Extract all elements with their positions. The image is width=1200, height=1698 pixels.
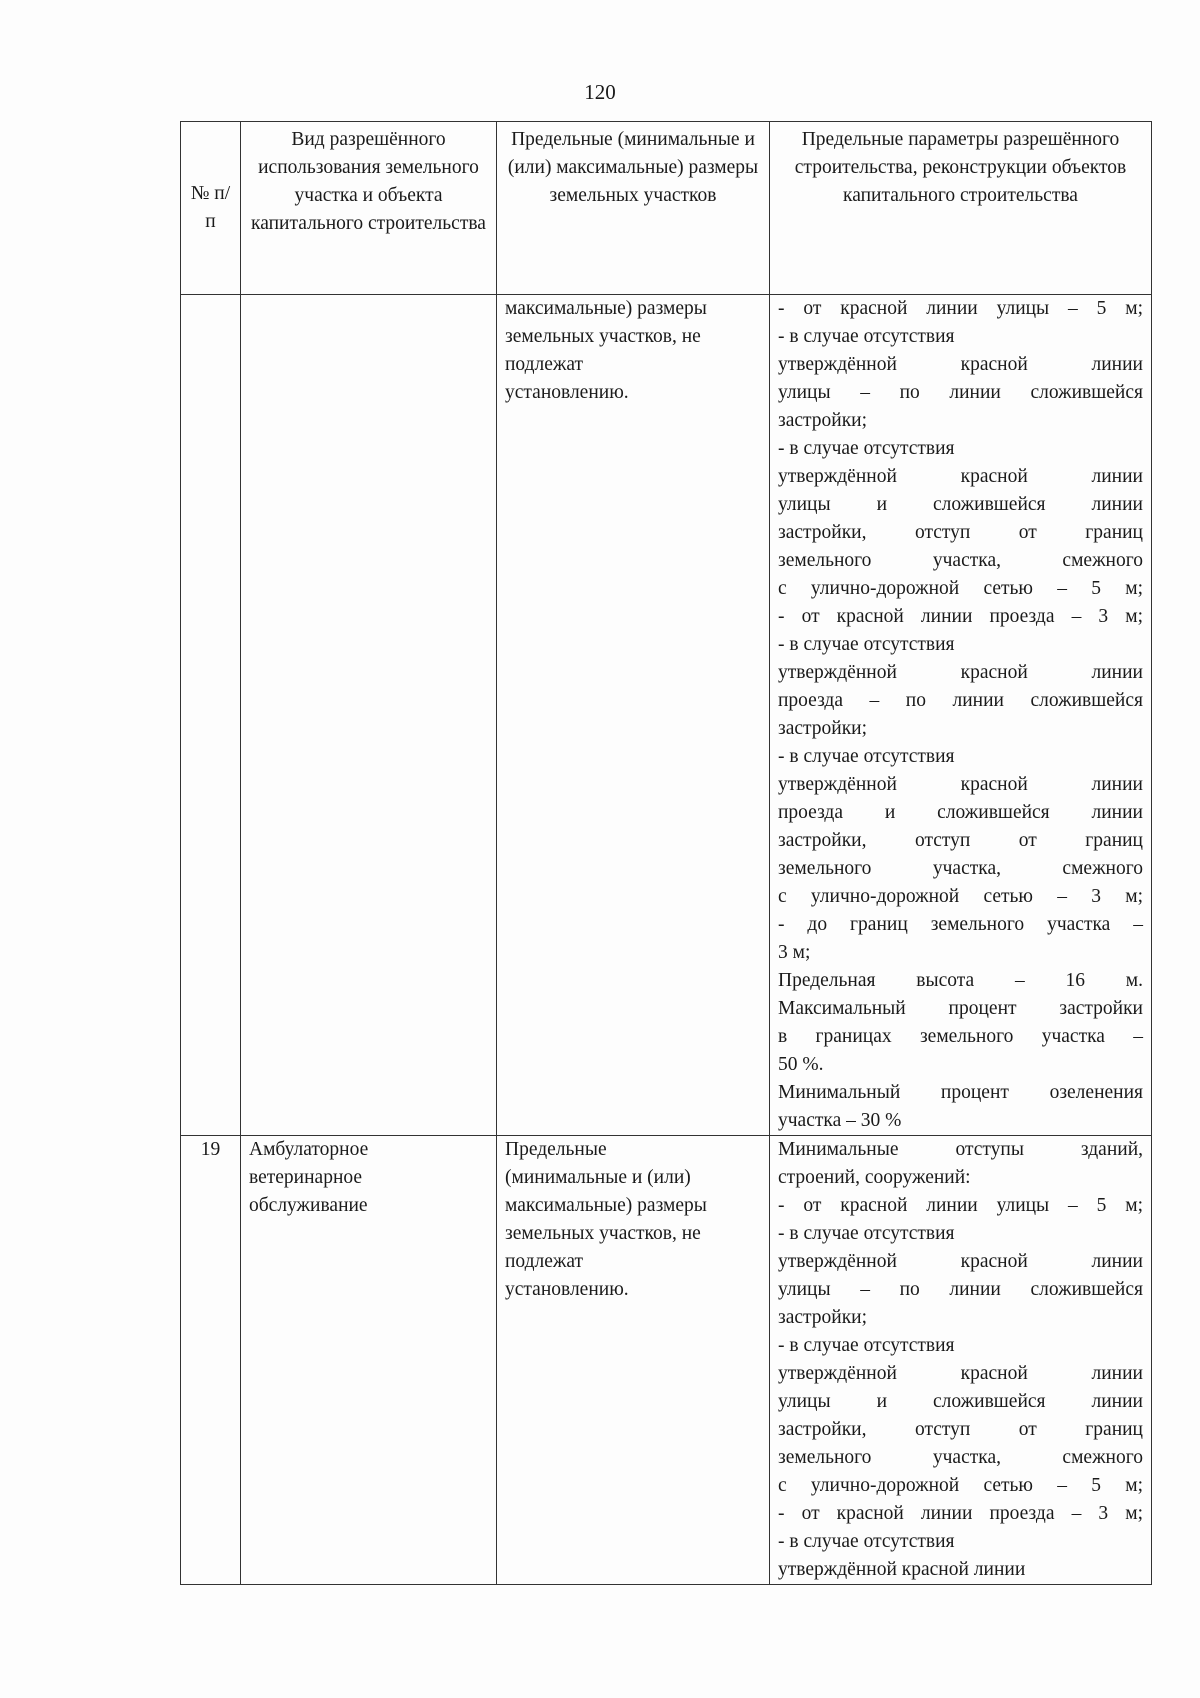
cell-line: Минимальный процент озеленения (778, 1082, 1143, 1103)
cell-line: утверждённой красной линии (778, 1251, 1143, 1272)
cell-line: земельных участков, не (505, 1223, 701, 1244)
cell-line: земельного участка, смежного (778, 550, 1143, 571)
cell-line: застройки, отступ от границ (778, 830, 1143, 851)
header-build-params: Предельные параметры разрешённого строительства, реконструкции объектов капитального строительства (770, 122, 1152, 295)
header-use-type: Вид разрешённого использования земельного участка и объекта капитального строительства (241, 122, 497, 295)
cell-line: - в случае отсутствия (778, 1335, 955, 1356)
cell-line: проезда – по линии сложившейся (778, 690, 1143, 711)
cell-line: застройки, отступ от границ (778, 1419, 1143, 1440)
cell-line: проезда и сложившейся линии (778, 802, 1143, 823)
cell-line: с улично-дорожной сетью – 3 м; (778, 886, 1143, 907)
row-use-type (241, 1136, 497, 1585)
cell-line: утверждённой красной линии (778, 1559, 1026, 1580)
header-plot-size: Предельные (минимальные и (или) максимальные) размеры земельных участков (497, 122, 770, 295)
cell-line: максимальные) размеры (505, 1195, 707, 1216)
cell-line: ветеринарное (249, 1167, 363, 1188)
cell-line: с улично-дорожной сетью – 5 м; (778, 1475, 1143, 1496)
row-number: 19 (181, 1136, 241, 1585)
cell-line: обслуживание (249, 1195, 368, 1216)
cell-line: застройки; (778, 1307, 868, 1328)
cell-line: подлежат (505, 354, 584, 375)
cell-line: с улично-дорожной сетью – 5 м; (778, 578, 1143, 599)
cell-line: Минимальные отступы зданий, (778, 1139, 1143, 1160)
cell-line: - от красной линии проезда – 3 м; (778, 606, 1143, 627)
cell-line: (минимальные и (или) (505, 1167, 691, 1188)
cell-line: земельных участков, не (505, 326, 701, 347)
cell-line: улицы – по линии сложившейся (778, 1279, 1143, 1300)
cell-line: - от красной линии улицы – 5 м; (778, 298, 1143, 319)
cell-line: установлению. (505, 382, 629, 403)
cell-line: утверждённой красной линии (778, 774, 1143, 795)
cell-line: улицы и сложившейся линии (778, 494, 1143, 515)
cell-line: установлению. (505, 1279, 629, 1300)
cell-line: подлежат (505, 1251, 584, 1272)
cell-line: максимальные) размеры (505, 298, 707, 319)
table-header-row (181, 122, 1152, 295)
cell-line: - в случае отсутствия (778, 1531, 955, 1552)
cell-line: Предельная высота – 16 м. (778, 970, 1143, 991)
cell-line: утверждённой красной линии (778, 1363, 1143, 1384)
cell-line: застройки; (778, 410, 868, 431)
header-number: № п/п (181, 122, 241, 295)
table-row (181, 1136, 1152, 1585)
cell-line: 3 м; (778, 942, 811, 963)
cell-line: - в случае отсутствия (778, 634, 955, 655)
cell-line: Амбулаторное (249, 1139, 369, 1160)
cell-line: улицы и сложившейся линии (778, 1391, 1143, 1412)
cell-line: застройки, отступ от границ (778, 522, 1143, 543)
cell-line: земельного участка, смежного (778, 858, 1143, 879)
page-number: 120 (584, 80, 616, 104)
row-use-type (241, 295, 497, 1136)
row-number (181, 295, 241, 1136)
cell-line: застройки; (778, 718, 868, 739)
cell-line: строений, сооружений: (778, 1167, 971, 1188)
cell-line: - до границ земельного участка – (778, 914, 1143, 935)
cell-line: - в случае отсутствия (778, 326, 955, 347)
cell-line: улицы – по линии сложившейся (778, 382, 1143, 403)
cell-line: участка – 30 % (778, 1110, 902, 1131)
row-build-params (770, 295, 1152, 1136)
cell-line: - в случае отсутствия (778, 746, 955, 767)
cell-line: утверждённой красной линии (778, 354, 1143, 375)
cell-line: утверждённой красной линии (778, 662, 1143, 683)
regulations-table (180, 121, 1152, 1585)
cell-line: - от красной линии улицы – 5 м; (778, 1195, 1143, 1216)
cell-line: в границах земельного участка – (778, 1026, 1143, 1047)
table-row (181, 295, 1152, 1136)
cell-line: - от красной линии проезда – 3 м; (778, 1503, 1143, 1524)
cell-line: 50 %. (778, 1054, 824, 1075)
cell-line: утверждённой красной линии (778, 466, 1143, 487)
cell-line: земельного участка, смежного (778, 1447, 1143, 1468)
cell-line: - в случае отсутствия (778, 1223, 955, 1244)
cell-line: Максимальный процент застройки (778, 998, 1143, 1019)
row-build-params (770, 1136, 1152, 1585)
row-plot-size (497, 295, 770, 1136)
cell-line: - в случае отсутствия (778, 438, 955, 459)
row-plot-size (497, 1136, 770, 1585)
cell-line: Предельные (505, 1139, 607, 1160)
